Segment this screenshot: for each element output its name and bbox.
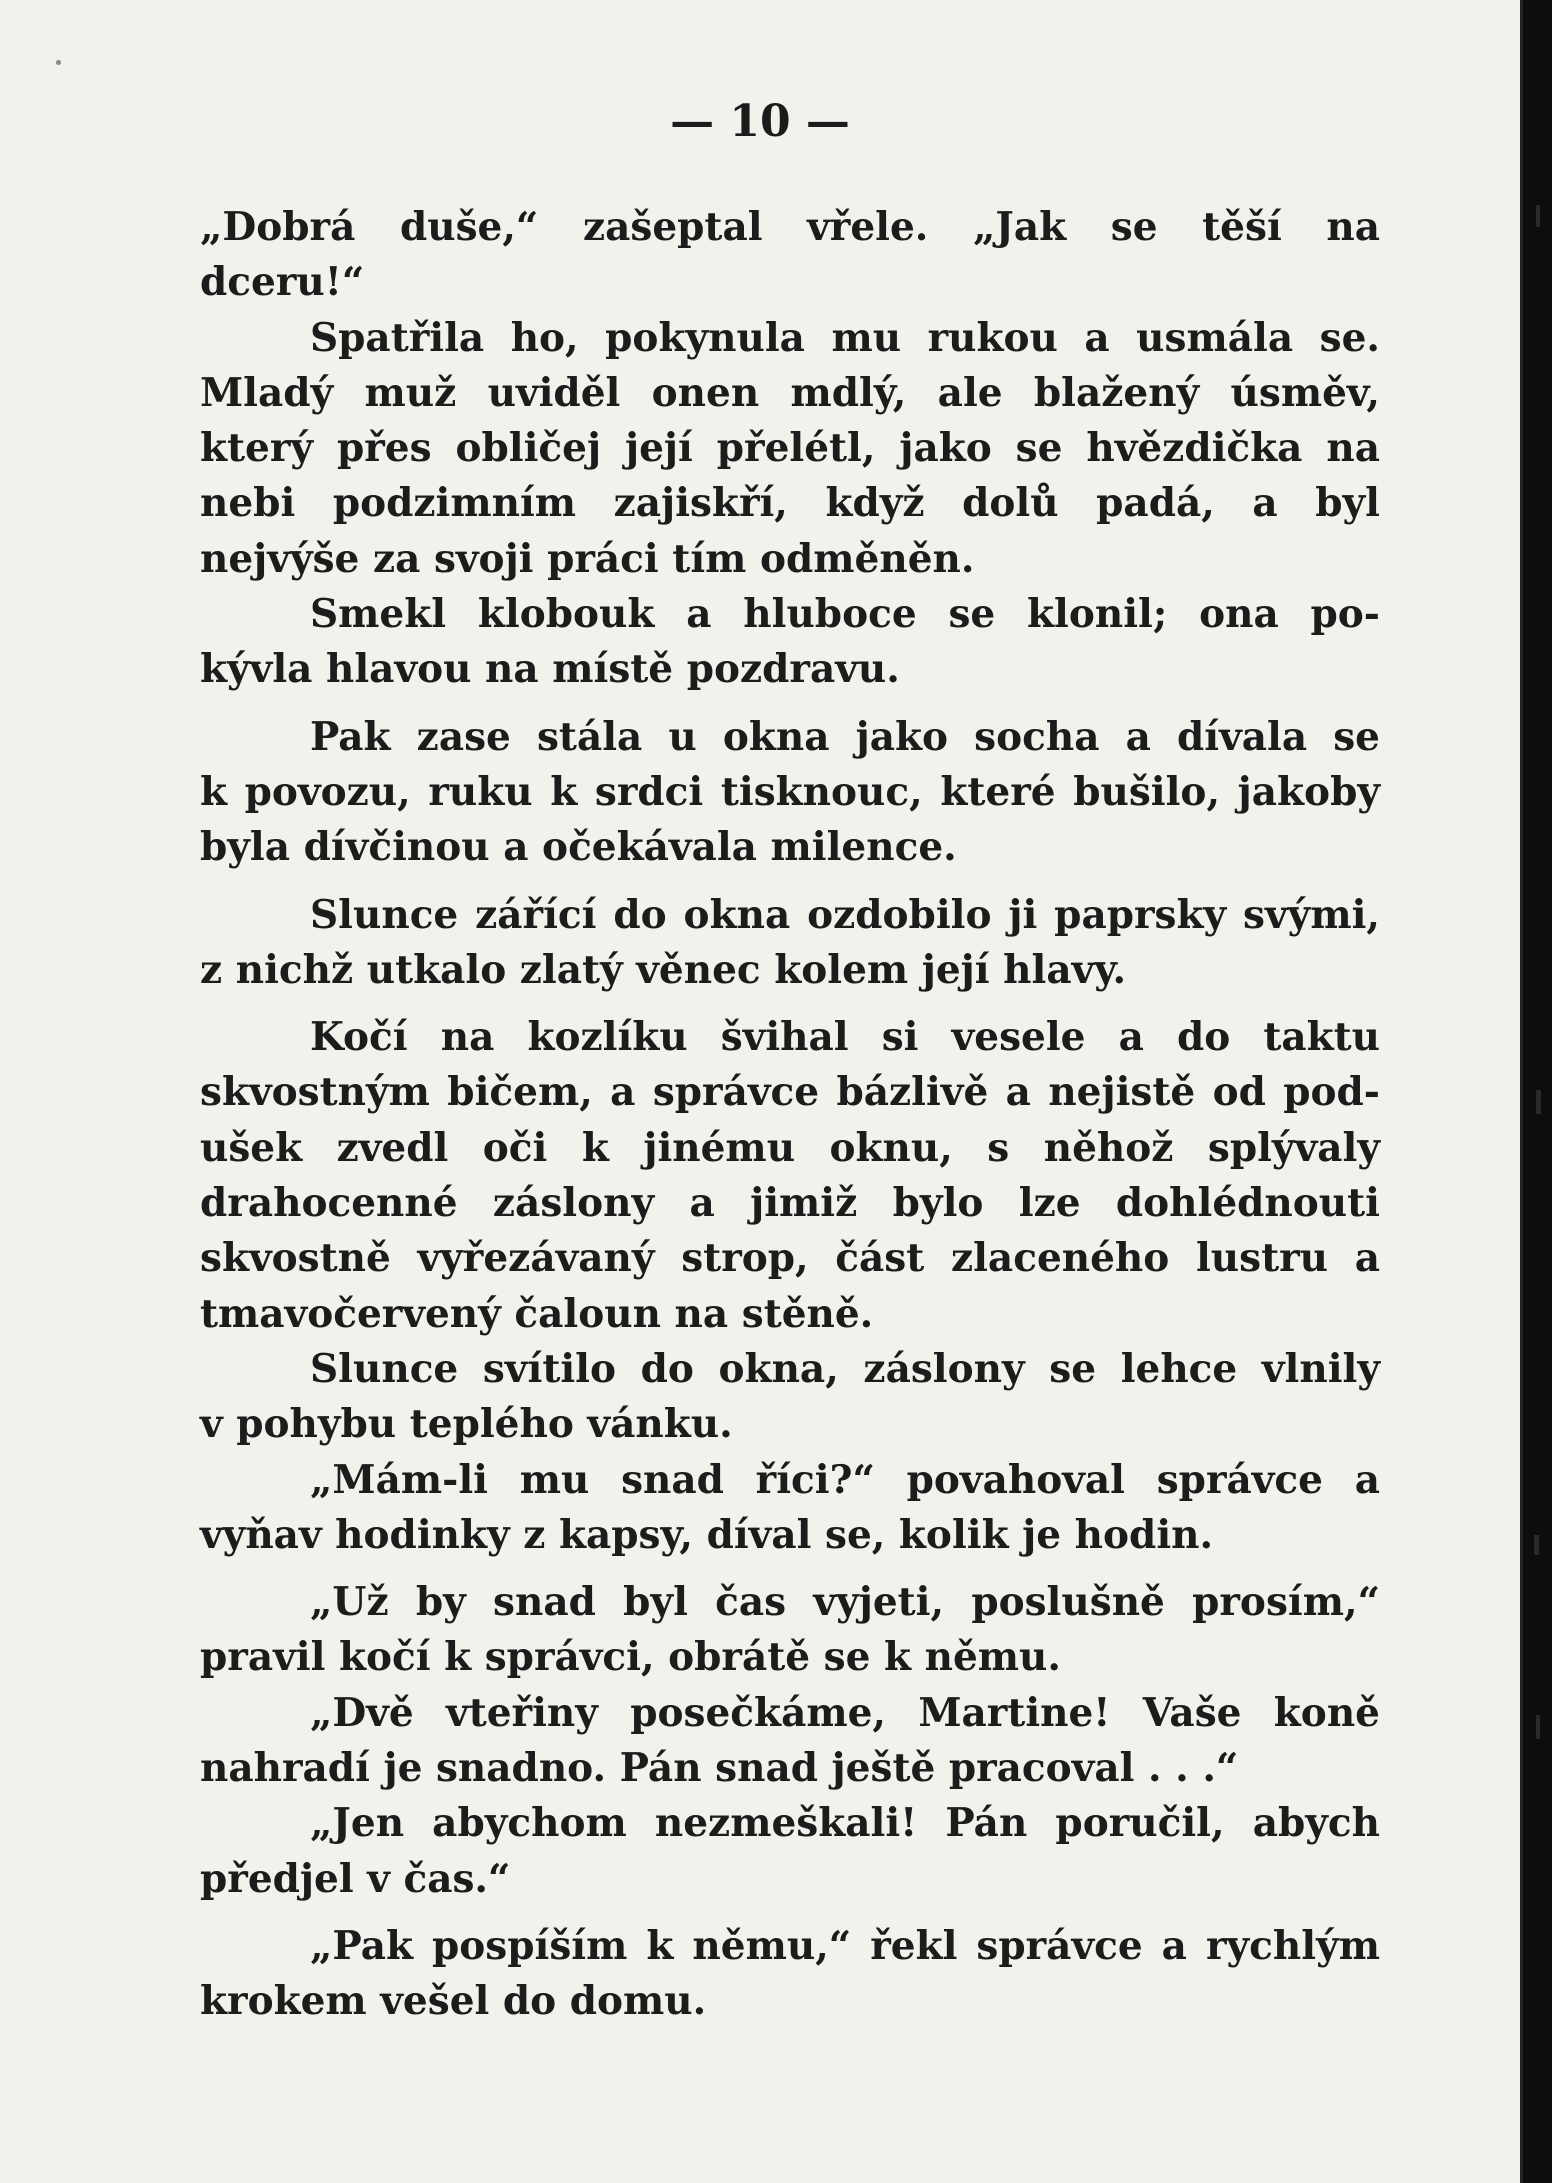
text-line: „Už by snad byl čas vyjeti, poslušně prosím,“ bbox=[310, 1579, 1380, 1626]
text-line: „Mám-li mu snad říci?“ povahoval správce a bbox=[310, 1456, 1380, 1503]
text-line: nahradí je snadno. Pán snad ještě pracoval . . .“ bbox=[200, 1745, 1239, 1792]
text-line: Slunce zářící do okna ozdobilo ji paprsky svými, bbox=[310, 891, 1380, 938]
paragraph bbox=[200, 1796, 1380, 1907]
paragraph bbox=[200, 200, 1380, 311]
text-line: „Dobrá duše,“ zašeptal vřele. „Jak se těší na bbox=[200, 204, 1380, 250]
text-line: skvostným bičem, a správce bázlivě a nejistě od pod- bbox=[200, 1069, 1380, 1116]
text-line: z nichž utkalo zlatý věnec kolem její hlavy. bbox=[200, 946, 1127, 993]
text-line: který přes obličej její přelétl, jako se hvězdička na bbox=[200, 425, 1380, 472]
text-line: Spatřila ho, pokynula mu rukou a usmála se. bbox=[310, 314, 1380, 361]
text-line: Kočí na kozlíku švihal si vesele a do taktu bbox=[310, 1014, 1380, 1061]
paragraph bbox=[200, 1686, 1380, 1797]
paragraph bbox=[200, 710, 1380, 876]
text-line: dceru!“ bbox=[200, 259, 365, 306]
text-line: k povozu, ruku k srdci tisknouc, které bušilo, jakoby bbox=[200, 768, 1380, 815]
paragraph bbox=[200, 1575, 1380, 1686]
text-line: nejvýše za svoji práci tím odměněn. bbox=[200, 535, 975, 582]
paragraph bbox=[200, 888, 1380, 999]
text-line: skvostně vyřezávaný strop, část zlaceného lustru a bbox=[200, 1235, 1380, 1282]
paragraph bbox=[200, 1010, 1380, 1342]
text-line: Smekl klobouk a hluboce se klonil; ona po- bbox=[310, 591, 1380, 638]
paragraph bbox=[200, 1453, 1380, 1564]
page-number: — 10 — bbox=[670, 96, 850, 147]
text-line: kývla hlavou na místě pozdravu. bbox=[200, 646, 900, 693]
scan-speck bbox=[1536, 1090, 1541, 1114]
scan-speck bbox=[1536, 205, 1540, 227]
text-line: Mladý muž uviděl onen mdlý, ale blažený úsměv, bbox=[200, 369, 1380, 416]
scan-speck bbox=[1536, 1715, 1540, 1739]
paragraph bbox=[200, 1919, 1380, 2030]
text-line: drahocenné záslony a jimiž bylo lze dohlédnouti bbox=[200, 1180, 1380, 1227]
text-line: Slunce svítilo do okna, záslony se lehce vlnily bbox=[310, 1345, 1380, 1392]
text-line: „Dvě vteřiny posečkáme, Martine! Vaše koně bbox=[310, 1689, 1380, 1736]
text-line: Pak zase stála u okna jako socha a dívala se bbox=[310, 713, 1380, 760]
text-line: ušek zvedl oči k jinému oknu, s něhož splývaly bbox=[200, 1124, 1380, 1171]
text-line: krokem vešel do domu. bbox=[200, 1978, 707, 2025]
text-line: byla dívčinou a očekávala milence. bbox=[200, 824, 957, 871]
text-line: „Jen abychom nezmeškali! Pán poručil, abych bbox=[310, 1800, 1380, 1847]
text-line: tmavočervený čaloun na stěně. bbox=[200, 1290, 874, 1337]
text-line: vyňav hodinky z kapsy, díval se, kolik je hodin. bbox=[200, 1511, 1214, 1558]
text-line: v pohybu teplého vánku. bbox=[200, 1401, 733, 1448]
scan-speck bbox=[1534, 1535, 1539, 1555]
text-line: předjel v čas.“ bbox=[200, 1855, 511, 1902]
text-line: nebi podzimním zajiskří, když dolů padá, a byl bbox=[200, 480, 1380, 527]
text-line: „Pak pospíším k němu,“ řekl správce a rychlým bbox=[310, 1922, 1380, 1969]
paragraph bbox=[200, 311, 1380, 587]
paragraph bbox=[200, 587, 1380, 698]
scan-speck bbox=[56, 60, 61, 65]
text-body bbox=[200, 200, 1380, 2030]
text-line: pravil kočí k správci, obrátě se k němu. bbox=[200, 1634, 1061, 1681]
paragraph bbox=[200, 1342, 1380, 1453]
